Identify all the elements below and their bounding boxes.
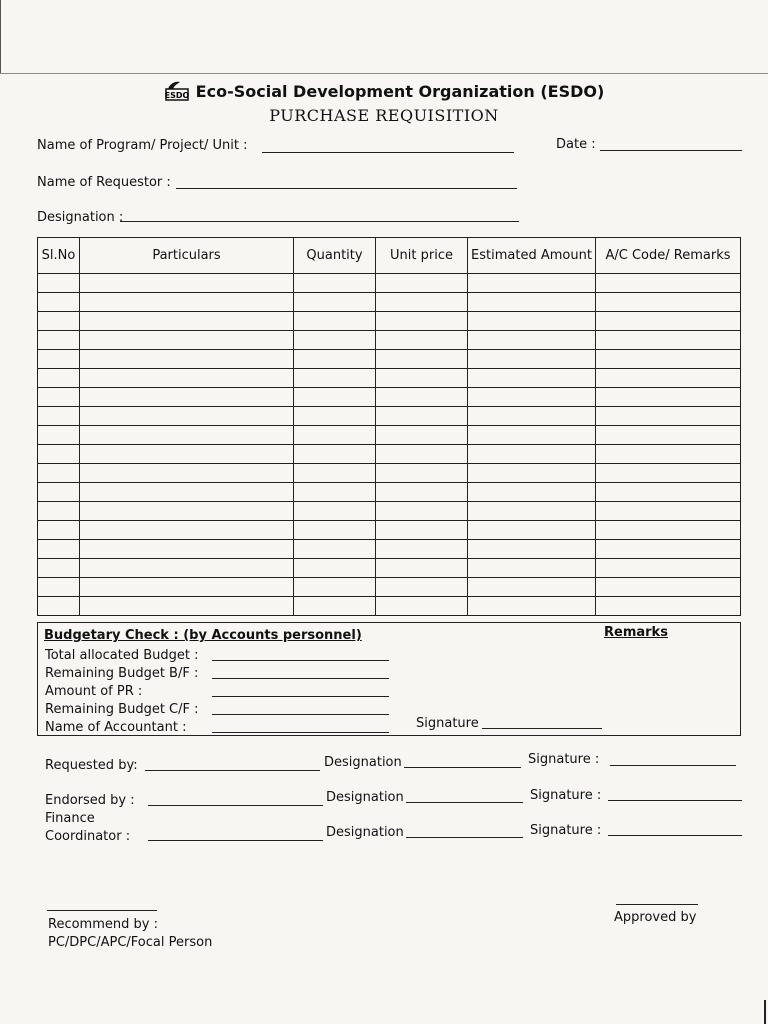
endorsed-designation-line[interactable]	[406, 802, 523, 803]
table-cell[interactable]	[468, 312, 596, 331]
coordinator-designation-label: Designation	[326, 825, 404, 840]
table-cell[interactable]	[468, 464, 596, 483]
table-cell[interactable]	[468, 331, 596, 350]
page-edge-right	[764, 1000, 766, 1024]
table-cell[interactable]	[376, 293, 468, 312]
table-cell[interactable]	[38, 274, 80, 293]
table-cell[interactable]	[596, 350, 741, 369]
table-cell[interactable]	[468, 521, 596, 540]
table-cell[interactable]	[80, 521, 294, 540]
header-quantity: Quantity	[294, 238, 376, 274]
table-cell[interactable]	[468, 407, 596, 426]
page-edge-left	[0, 0, 1, 73]
table-row	[38, 293, 741, 312]
table-row	[38, 445, 741, 464]
accountant-signature-label: Signature	[416, 716, 479, 731]
table-cell[interactable]	[80, 369, 294, 388]
table-row	[38, 331, 741, 350]
table-cell[interactable]	[80, 464, 294, 483]
table-cell[interactable]	[80, 502, 294, 521]
table-cell[interactable]	[468, 483, 596, 502]
table-cell[interactable]	[376, 331, 468, 350]
table-row	[38, 426, 741, 445]
table-cell[interactable]	[294, 521, 376, 540]
table-cell[interactable]	[596, 331, 741, 350]
header-unit-price: Unit price	[376, 238, 468, 274]
remaining-budget-bf-label: Remaining Budget B/F :	[45, 666, 199, 681]
table-cell[interactable]	[468, 350, 596, 369]
table-cell[interactable]	[80, 597, 294, 616]
budget-remarks-label: Remarks	[604, 625, 668, 640]
table-cell[interactable]	[376, 388, 468, 407]
requested-by-line[interactable]	[145, 770, 320, 771]
table-cell[interactable]	[596, 407, 741, 426]
table-cell[interactable]	[468, 445, 596, 464]
table-cell[interactable]	[294, 369, 376, 388]
table-cell[interactable]	[80, 426, 294, 445]
table-cell[interactable]	[596, 293, 741, 312]
table-row	[38, 483, 741, 502]
table-cell[interactable]	[294, 464, 376, 483]
requested-signature-label: Signature :	[528, 752, 600, 767]
table-cell[interactable]	[80, 350, 294, 369]
table-cell[interactable]	[80, 274, 294, 293]
table-cell[interactable]	[294, 597, 376, 616]
finance-label: Finance	[45, 811, 95, 826]
table-cell[interactable]	[376, 540, 468, 559]
table-cell[interactable]	[80, 331, 294, 350]
requested-designation-label: Designation	[324, 755, 402, 770]
table-cell[interactable]	[294, 293, 376, 312]
remaining-budget-cf-label: Remaining Budget C/F :	[45, 702, 199, 717]
table-cell[interactable]	[80, 578, 294, 597]
table-cell[interactable]	[38, 521, 80, 540]
requested-signature-line[interactable]	[610, 765, 736, 766]
table-row	[38, 578, 741, 597]
table-cell[interactable]	[468, 578, 596, 597]
table-cell[interactable]	[294, 274, 376, 293]
table-row	[38, 540, 741, 559]
program-input-line[interactable]	[262, 152, 514, 153]
table-cell[interactable]	[294, 331, 376, 350]
table-row	[38, 350, 741, 369]
table-cell[interactable]	[468, 274, 596, 293]
table-cell[interactable]	[80, 407, 294, 426]
document-title: PURCHASE REQUISITION	[269, 106, 499, 125]
esdo-logo-icon	[164, 80, 190, 102]
program-label: Name of Program/ Project/ Unit :	[37, 138, 248, 153]
table-cell[interactable]	[38, 483, 80, 502]
table-cell[interactable]	[376, 502, 468, 521]
table-cell[interactable]	[376, 521, 468, 540]
table-cell[interactable]	[376, 578, 468, 597]
table-cell[interactable]	[38, 331, 80, 350]
budgetary-check-title: Budgetary Check : (by Accounts personnel)	[44, 628, 362, 643]
requested-designation-line[interactable]	[404, 767, 521, 768]
table-cell[interactable]	[80, 540, 294, 559]
table-cell[interactable]	[38, 426, 80, 445]
table-cell[interactable]	[294, 426, 376, 445]
table-cell[interactable]	[376, 483, 468, 502]
table-cell[interactable]	[294, 559, 376, 578]
approved-signature-line[interactable]	[616, 904, 698, 905]
table-cell[interactable]	[38, 445, 80, 464]
header-particulars: Particulars	[80, 238, 294, 274]
amount-of-pr-label: Amount of PR :	[45, 684, 143, 699]
endorsed-signature-label: Signature :	[530, 788, 602, 803]
table-cell[interactable]	[596, 388, 741, 407]
table-cell[interactable]	[596, 312, 741, 331]
table-row	[38, 388, 741, 407]
table-cell[interactable]	[468, 388, 596, 407]
remaining-budget-cf-line[interactable]	[212, 714, 389, 715]
table-cell[interactable]	[596, 559, 741, 578]
table-cell[interactable]	[80, 445, 294, 464]
table-cell[interactable]	[596, 369, 741, 388]
table-cell[interactable]	[468, 559, 596, 578]
coordinator-signature-label: Signature :	[530, 823, 602, 838]
table-cell[interactable]	[376, 274, 468, 293]
total-allocated-budget-label: Total allocated Budget :	[45, 648, 199, 663]
table-cell[interactable]	[376, 597, 468, 616]
endorsed-designation-label: Designation	[326, 790, 404, 805]
recommend-signature-line[interactable]	[47, 910, 157, 911]
table-cell[interactable]	[376, 445, 468, 464]
designation-label: Designation :	[37, 210, 124, 225]
table-cell[interactable]	[38, 407, 80, 426]
org-header	[0, 80, 768, 106]
table-cell[interactable]	[596, 274, 741, 293]
items-table	[37, 237, 741, 616]
table-row	[38, 559, 741, 578]
table-cell[interactable]	[468, 597, 596, 616]
date-label: Date :	[556, 137, 596, 152]
table-cell[interactable]	[294, 312, 376, 331]
org-name: Eco-Social Development Organization (ESDO)	[195, 81, 605, 101]
requestor-label: Name of Requestor :	[37, 175, 171, 190]
table-cell[interactable]	[38, 464, 80, 483]
recommend-by-label: Recommend by :	[48, 917, 158, 932]
table-cell[interactable]	[38, 597, 80, 616]
endorsed-by-line[interactable]	[148, 805, 323, 806]
table-cell[interactable]	[38, 540, 80, 559]
table-cell[interactable]	[294, 578, 376, 597]
table-cell[interactable]	[294, 407, 376, 426]
table-cell[interactable]	[596, 426, 741, 445]
table-cell[interactable]	[468, 502, 596, 521]
table-cell[interactable]	[80, 559, 294, 578]
accountant-name-label: Name of Accountant :	[45, 720, 187, 735]
coordinator-line[interactable]	[148, 840, 323, 841]
table-row	[38, 407, 741, 426]
header-sl-no: Sl.No	[38, 238, 80, 274]
table-cell[interactable]	[596, 502, 741, 521]
table-cell[interactable]	[376, 464, 468, 483]
table-cell[interactable]	[376, 312, 468, 331]
table-row	[38, 274, 741, 293]
table-cell[interactable]	[294, 540, 376, 559]
table-cell[interactable]	[294, 388, 376, 407]
table-cell[interactable]	[468, 293, 596, 312]
table-cell[interactable]	[376, 369, 468, 388]
coordinator-designation-line[interactable]	[406, 837, 523, 838]
table-row	[38, 369, 741, 388]
table-cell[interactable]	[376, 559, 468, 578]
accountant-signature-line[interactable]	[482, 728, 602, 729]
table-cell[interactable]	[596, 597, 741, 616]
table-cell[interactable]	[80, 483, 294, 502]
page-edge-top	[0, 73, 768, 74]
endorsed-signature-line[interactable]	[608, 800, 742, 801]
table-cell[interactable]	[38, 369, 80, 388]
designation-input-line[interactable]	[120, 221, 519, 222]
approved-by-label: Approved by	[614, 910, 697, 925]
table-cell[interactable]	[80, 388, 294, 407]
date-input-line[interactable]	[600, 150, 742, 151]
table-row	[38, 502, 741, 521]
logo-text: ESDO	[164, 91, 190, 100]
header-ac-code-remarks: A/C Code/ Remarks	[596, 238, 741, 274]
table-cell[interactable]	[80, 312, 294, 331]
accountant-name-line[interactable]	[212, 732, 389, 733]
table-cell[interactable]	[376, 407, 468, 426]
recommend-role-label: PC/DPC/APC/Focal Person	[48, 935, 213, 950]
table-cell[interactable]	[468, 540, 596, 559]
total-allocated-budget-line[interactable]	[212, 660, 389, 661]
amount-of-pr-line[interactable]	[212, 696, 389, 697]
table-cell[interactable]	[38, 350, 80, 369]
table-cell[interactable]	[38, 559, 80, 578]
table-row	[38, 597, 741, 616]
endorsed-by-label: Endorsed by :	[45, 793, 135, 808]
table-cell[interactable]	[38, 293, 80, 312]
table-cell[interactable]	[38, 312, 80, 331]
table-cell[interactable]	[38, 502, 80, 521]
coordinator-signature-line[interactable]	[608, 835, 742, 836]
table-header-row	[38, 238, 741, 274]
requested-by-label: Requested by:	[45, 758, 138, 773]
table-cell[interactable]	[376, 350, 468, 369]
table-cell[interactable]	[596, 483, 741, 502]
coordinator-label: Coordinator :	[45, 829, 131, 844]
table-cell[interactable]	[294, 502, 376, 521]
requestor-input-line[interactable]	[176, 188, 517, 189]
table-cell[interactable]	[468, 426, 596, 445]
table-row	[38, 521, 741, 540]
table-cell[interactable]	[596, 464, 741, 483]
table-cell[interactable]	[38, 578, 80, 597]
table-cell[interactable]	[596, 578, 741, 597]
remaining-budget-bf-line[interactable]	[212, 678, 389, 679]
table-cell[interactable]	[80, 293, 294, 312]
table-cell[interactable]	[294, 483, 376, 502]
header-estimated-amount: Estimated Amount	[468, 238, 596, 274]
table-cell[interactable]	[468, 369, 596, 388]
table-row	[38, 464, 741, 483]
table-cell[interactable]	[596, 445, 741, 464]
table-row	[38, 312, 741, 331]
table-cell[interactable]	[376, 426, 468, 445]
table-cell[interactable]	[38, 388, 80, 407]
table-cell[interactable]	[596, 521, 741, 540]
table-cell[interactable]	[596, 540, 741, 559]
table-cell[interactable]	[294, 445, 376, 464]
table-cell[interactable]	[294, 350, 376, 369]
